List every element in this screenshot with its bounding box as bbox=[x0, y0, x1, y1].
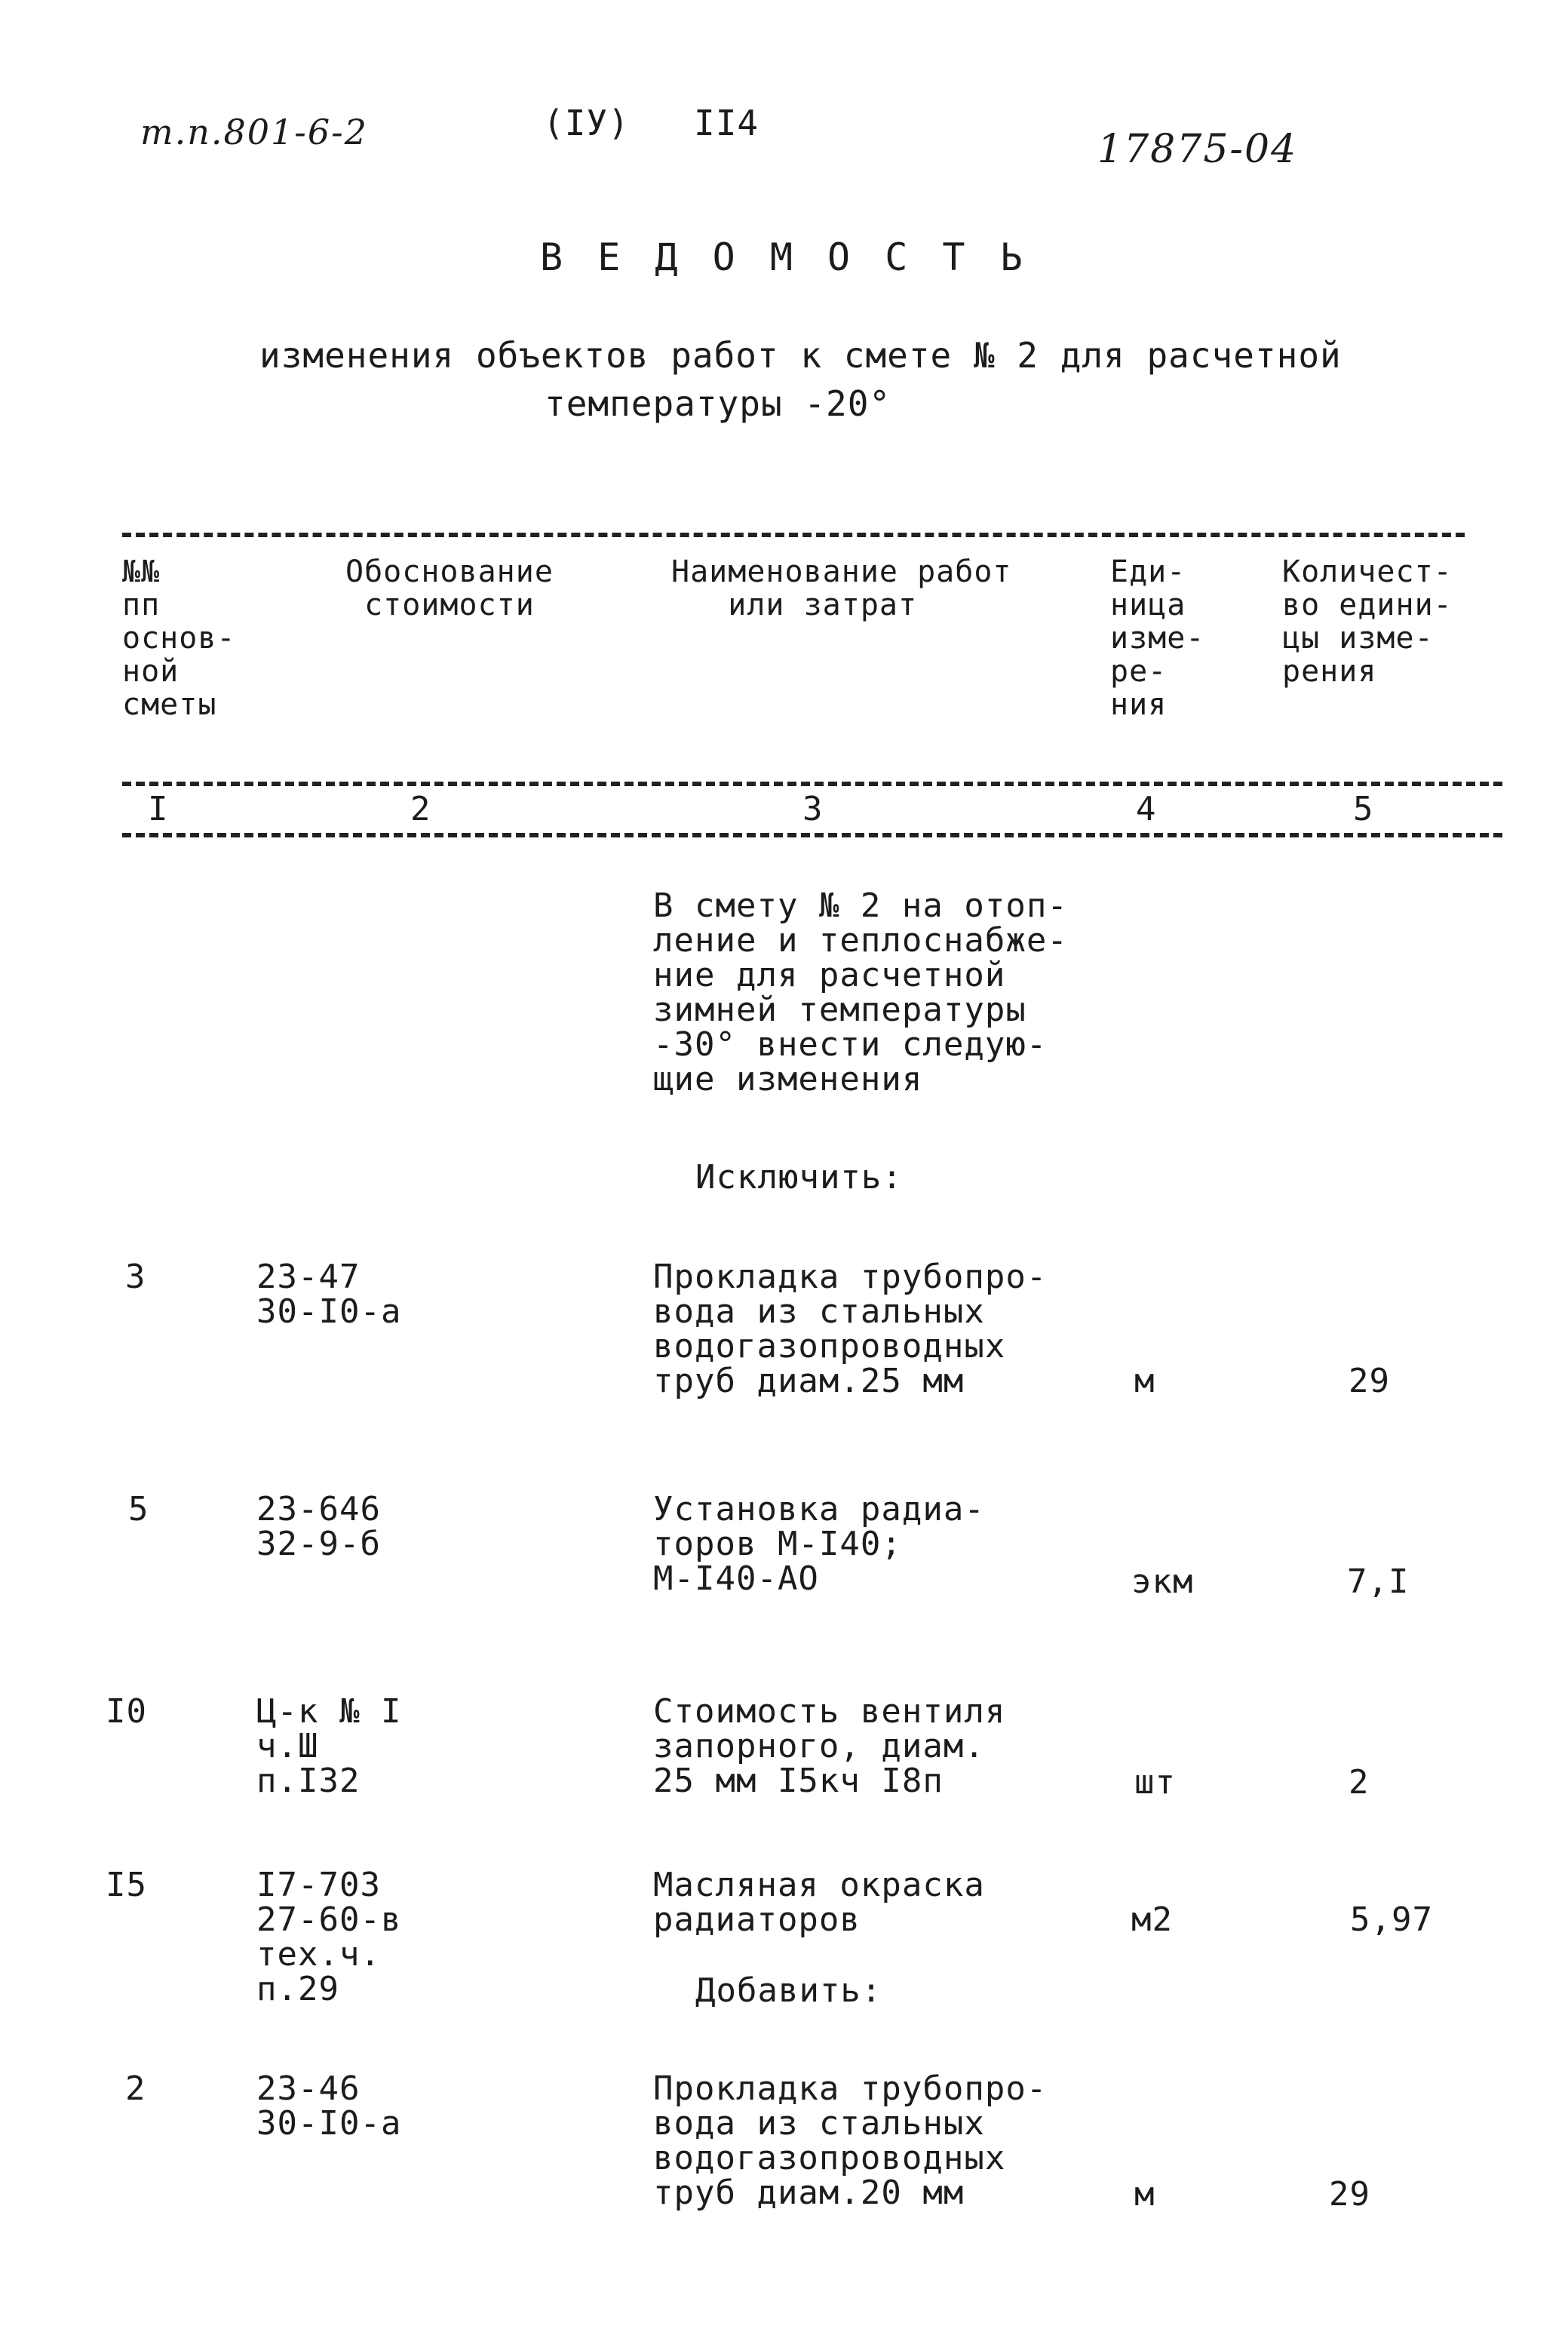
row-2-unit: экм bbox=[1131, 1562, 1194, 1601]
row-5-basis: 23-46 30-I0-а bbox=[256, 2069, 402, 2143]
row-4-quantity: 5,97 bbox=[1350, 1900, 1433, 1939]
row-3-unit: шт bbox=[1134, 1763, 1176, 1802]
series-code: т.п.801-6-2 bbox=[140, 112, 368, 152]
row-3-number: I0 bbox=[106, 1692, 147, 1731]
column-number-rule bbox=[122, 833, 1502, 837]
column-header-number: №№ пп основ- ной сметы bbox=[122, 555, 236, 722]
row-4-unit: м2 bbox=[1131, 1900, 1173, 1939]
column-number-3: 3 bbox=[802, 790, 824, 828]
row-2-quantity: 7,I bbox=[1347, 1562, 1410, 1601]
row-5-number: 2 bbox=[125, 2069, 146, 2108]
table-header-rule bbox=[122, 782, 1502, 786]
page-title: В Е Д О М О С Т Ь bbox=[540, 235, 1029, 279]
column-number-5: 5 bbox=[1353, 790, 1374, 828]
row-4-name: Масляная окраска радиаторов bbox=[653, 1866, 985, 1939]
column-header-quantity: Количест- во едини- цы изме- рения bbox=[1282, 555, 1453, 689]
row-2-name: Установка радиа- торов М-I40; М-I40-АО bbox=[653, 1490, 985, 1598]
row-4-number: I5 bbox=[106, 1866, 147, 1904]
document-number: 17875-04 bbox=[1097, 127, 1298, 172]
row-3-quantity: 2 bbox=[1349, 1763, 1370, 1802]
row-2-basis: 23-646 32-9-б bbox=[256, 1490, 381, 1563]
volume-label: (IУ) bbox=[543, 103, 630, 143]
row-1-basis: 23-47 30-I0-а bbox=[256, 1258, 402, 1331]
page-number: II4 bbox=[694, 103, 759, 143]
row-1-name: Прокладка трубопро- вода из стальных водогазопроводных труб диам.25 мм bbox=[653, 1258, 1048, 1400]
column-number-1: I bbox=[148, 790, 169, 828]
row-3-basis: Ц-к № I ч.Ш п.I32 bbox=[256, 1692, 402, 1800]
column-number-4: 4 bbox=[1136, 790, 1157, 828]
row-5-name: Прокладка трубопро- вода из стальных водогазопроводных труб диам.20 мм bbox=[653, 2069, 1048, 2212]
row-2-number: 5 bbox=[128, 1490, 149, 1529]
row-4-basis: I7-703 27-60-в тех.ч. п.29 bbox=[256, 1866, 402, 2008]
table-top-rule bbox=[122, 533, 1465, 537]
row-5-unit: м bbox=[1134, 2175, 1155, 2214]
intro-text: В смету № 2 на отоп- ление и теплоснабже- ние для расчетной зимней температуры -30° внести следую- щие изменения bbox=[653, 886, 1068, 1098]
row-1-number: 3 bbox=[125, 1258, 146, 1296]
row-3-name: Стоимость вентиля запорного, диам. 25 мм I5кч I8п bbox=[653, 1692, 1006, 1800]
section-add-heading: Добавить: bbox=[695, 1971, 882, 2010]
row-1-quantity: 29 bbox=[1349, 1362, 1390, 1400]
row-5-quantity: 29 bbox=[1329, 2175, 1370, 2214]
subtitle-line-1: изменения объектов работ к смете № 2 для расчетной bbox=[259, 335, 1342, 376]
column-header-unit: Еди- ница изме- ре- ния bbox=[1110, 555, 1205, 722]
subtitle-line-2: температуры -20° bbox=[545, 383, 891, 424]
row-1-unit: м bbox=[1134, 1362, 1155, 1400]
column-header-basis: Обоснование стоимости bbox=[345, 555, 554, 622]
column-header-name: Наименование работ или затрат bbox=[671, 555, 1012, 622]
column-number-2: 2 bbox=[410, 790, 431, 828]
section-exclude-heading: Исключить: bbox=[695, 1158, 903, 1197]
